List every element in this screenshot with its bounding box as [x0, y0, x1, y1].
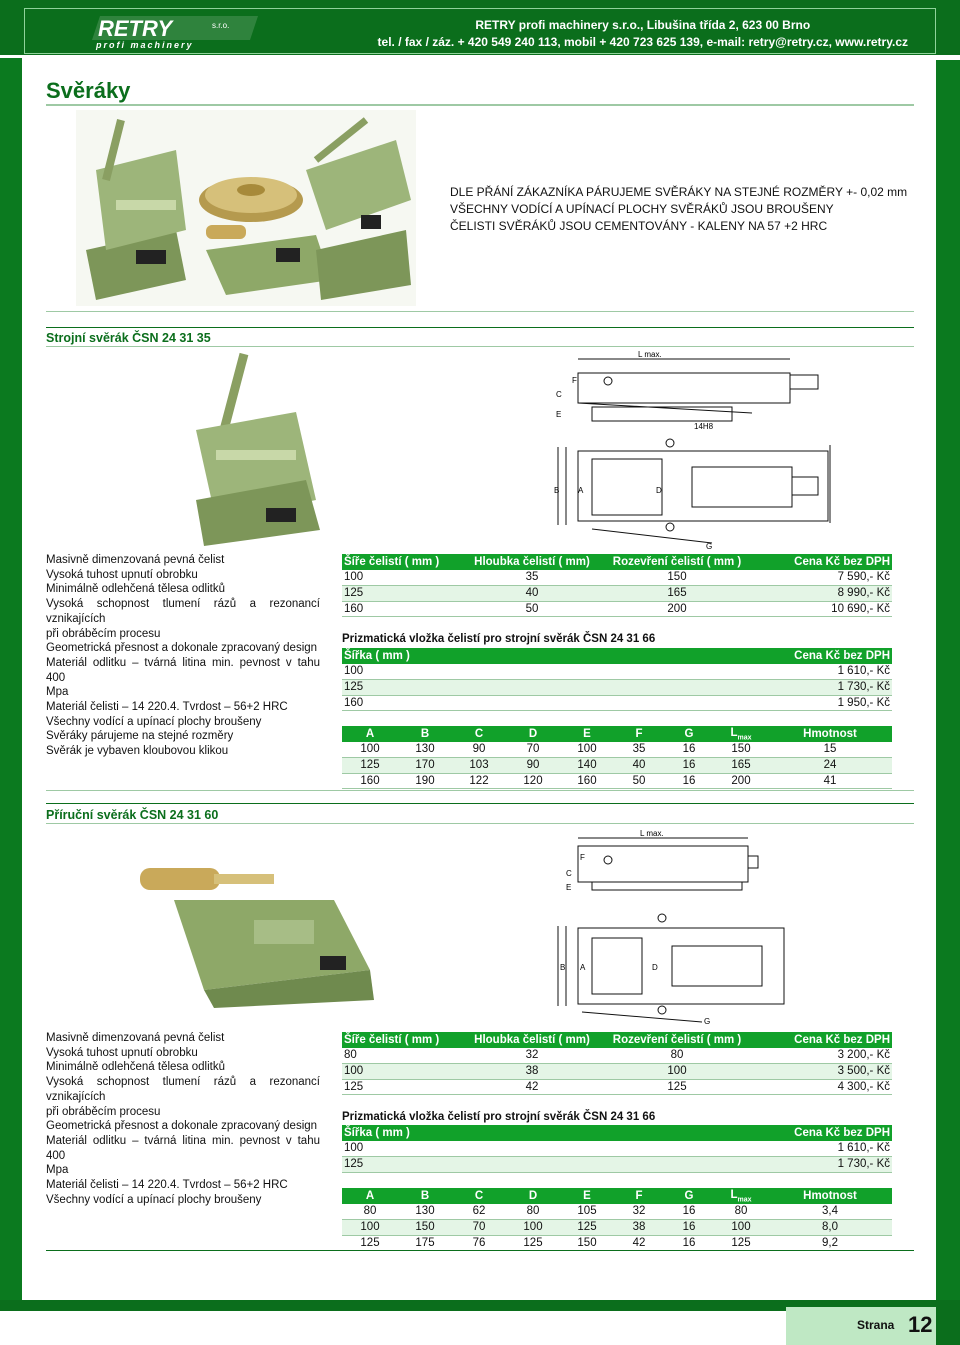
feature-line: při obráběcím procesu	[46, 1105, 161, 1118]
table-cell: 35	[462, 570, 602, 586]
dim-header: Hmotnost	[768, 726, 892, 742]
notice-line: DLE PŘÁNÍ ZÁKAZNÍKA PÁRUJEME SVĚRÁKY NA STEJNÉ ROZMĚRY +- 0,02 mm	[450, 185, 908, 199]
table-cell: 100	[342, 664, 617, 680]
table-row	[342, 742, 892, 758]
table-cell: 100	[342, 1219, 398, 1235]
table-cell: 42	[462, 1079, 602, 1095]
technical-drawing	[552, 826, 828, 1026]
dim-header: C	[452, 726, 506, 742]
feature-list	[46, 1031, 320, 1207]
insert-title: Prizmatická vložka čelistí pro strojní svěrák ČSN 24 31 66	[342, 1111, 656, 1123]
table-cell: 140	[560, 757, 614, 773]
retry-logo	[92, 14, 262, 50]
section-divider	[46, 327, 914, 328]
feature-line: Mpa	[46, 686, 69, 699]
drawing-label: L max.	[640, 829, 664, 838]
feature-line: Materiál odlitku – tvárná litina min. pevnost v tahu 400	[46, 656, 320, 684]
feature-line: Všechny vodící a upínací plochy broušeny	[46, 715, 262, 728]
table-cell: 90	[506, 757, 560, 773]
section-title-machine-vice: Strojní svěrák ČSN 24 31 35	[46, 331, 211, 345]
table-row	[342, 1141, 892, 1157]
table-cell: 150	[560, 1235, 614, 1251]
table-cell: 7 590,- Kč	[752, 570, 892, 586]
table-cell: 125	[714, 1235, 768, 1251]
table-row	[342, 1219, 892, 1235]
footer-corner	[936, 1307, 960, 1345]
page-label: Strana	[857, 1318, 895, 1332]
drawing-label: 14H8	[694, 422, 714, 431]
dim-header-lmax	[714, 726, 768, 742]
dim-header: G	[664, 1188, 714, 1204]
table-cell: 3,4	[768, 1204, 892, 1220]
dim-header-sub: max	[737, 1195, 752, 1203]
table-cell: 200	[602, 601, 752, 617]
page-title: Svěráky	[46, 78, 131, 103]
table-cell: 122	[452, 773, 506, 789]
table-cell: 100	[342, 570, 462, 586]
table-cell: 125	[560, 1219, 614, 1235]
feature-line: Materiál odlitku – tvárná litina min. pevnost v tahu 400	[46, 1134, 320, 1162]
insert-header: Šířka ( mm )	[342, 1125, 617, 1141]
section-divider	[46, 823, 914, 824]
table-cell: 100	[714, 1219, 768, 1235]
table-cell: 1 610,- Kč	[617, 664, 892, 680]
dim-header: F	[614, 1188, 664, 1204]
insert-header: Šířka ( mm )	[342, 648, 617, 664]
price-header: Šíře čelistí ( mm )	[342, 554, 462, 570]
price-header: Cena Kč bez DPH	[752, 554, 892, 570]
feature-list	[46, 553, 320, 759]
table-cell: 38	[462, 1063, 602, 1079]
table-cell: 16	[664, 742, 714, 758]
dim-header: B	[398, 726, 452, 742]
feature-line: Vysoká tuhost upnutí obrobku	[46, 568, 198, 581]
table-cell: 125	[342, 757, 398, 773]
table-cell: 105	[560, 1204, 614, 1220]
dim-header: G	[664, 726, 714, 742]
table-cell: 80	[506, 1204, 560, 1220]
table-cell: 100	[342, 1141, 617, 1157]
drawing-label: A	[578, 486, 584, 495]
table-cell: 16	[664, 1235, 714, 1251]
footer-area	[0, 1310, 786, 1345]
notice-line: VŠECHNY VODÍCÍ A UPÍNACÍ PLOCHY SVĚRÁKŮ JSOU BROUŠENY	[450, 202, 834, 216]
drawing-label: G	[706, 542, 713, 551]
table-row	[342, 664, 892, 680]
drawing-label: F	[580, 853, 585, 862]
table-row	[342, 773, 892, 789]
table-cell: 35	[614, 742, 664, 758]
table-cell: 120	[506, 773, 560, 789]
table-cell: 125	[506, 1235, 560, 1251]
drawing-label: A	[580, 963, 586, 972]
dim-header: F	[614, 726, 664, 742]
table-cell: 32	[462, 1048, 602, 1064]
insert-price-table	[342, 648, 892, 711]
section-title-hand-vice: Příruční svěrák ČSN 24 31 60	[46, 808, 219, 822]
dimension-table	[342, 726, 892, 789]
price-header: Hloubka čelistí ( mm)	[462, 554, 602, 570]
table-cell: 1 950,- Kč	[617, 695, 892, 711]
drawing-label: C	[566, 869, 572, 878]
table-cell: 175	[398, 1235, 452, 1251]
drawing-label: E	[556, 410, 562, 419]
table-cell: 160	[560, 773, 614, 789]
table-cell: 125	[342, 585, 462, 601]
table-cell: 16	[664, 1204, 714, 1220]
table-cell: 40	[462, 585, 602, 601]
table-cell: 10 690,- Kč	[752, 601, 892, 617]
title-divider	[46, 104, 914, 106]
table-cell: 3 200,- Kč	[752, 1048, 892, 1064]
table-row	[342, 570, 892, 586]
table-cell: 100	[342, 1063, 462, 1079]
price-header: Rozevření čelistí ( mm )	[602, 554, 752, 570]
table-cell: 50	[462, 601, 602, 617]
table-cell: 41	[768, 773, 892, 789]
notice-block	[450, 184, 907, 235]
drawing-label: D	[652, 963, 658, 972]
table-cell: 165	[602, 585, 752, 601]
table-cell: 70	[506, 742, 560, 758]
dim-header: B	[398, 1188, 452, 1204]
right-border	[936, 60, 960, 1300]
feature-line: Geometrická přesnost a dokonale zpracovaný design	[46, 1120, 318, 1133]
table-cell: 165	[714, 757, 768, 773]
dim-header: D	[506, 1188, 560, 1204]
table-cell: 24	[768, 757, 892, 773]
drawing-label: F	[572, 376, 577, 385]
contact-address: RETRY profi machinery s.r.o., Libušina třída 2, 623 00 Brno	[475, 18, 811, 32]
section-divider	[46, 790, 914, 791]
table-row	[342, 679, 892, 695]
table-cell: 15	[768, 742, 892, 758]
table-row	[342, 1235, 892, 1251]
logo-tagline: profi machinery	[96, 40, 194, 50]
table-cell: 80	[342, 1204, 398, 1220]
table-cell: 150	[398, 1219, 452, 1235]
table-cell: 100	[506, 1219, 560, 1235]
table-cell: 42	[614, 1235, 664, 1251]
logo-suffix: s.r.o.	[212, 21, 230, 30]
feature-line: Geometrická přesnost a dokonale zpracovaný design	[46, 642, 318, 655]
table-cell: 40	[614, 757, 664, 773]
table-cell: 1 610,- Kč	[617, 1141, 892, 1157]
table-cell: 100	[602, 1063, 752, 1079]
drawing-label: E	[566, 883, 572, 892]
feature-line: Vysoká schopnost tlumení rázů a rezonancí vznikajících	[46, 1076, 320, 1103]
page-number: 12	[908, 1312, 933, 1337]
table-row	[342, 1048, 892, 1064]
table-cell: 170	[398, 757, 452, 773]
feature-line: Materiál čelisti – 14 220.4. Tvrdost – 56+2 HRC	[46, 701, 288, 714]
table-cell: 90	[452, 742, 506, 758]
table-cell: 80	[602, 1048, 752, 1064]
insert-header: Cena Kč bez DPH	[617, 648, 892, 664]
table-cell: 70	[452, 1219, 506, 1235]
insert-title: Prizmatická vložka čelistí pro strojní svěrák ČSN 24 31 66	[342, 633, 656, 645]
table-row	[342, 601, 892, 617]
feature-line: při obráběcím procesu	[46, 627, 161, 640]
table-cell: 80	[342, 1048, 462, 1064]
logo-text: RETRY	[98, 16, 173, 41]
feature-line: Svěráky párujeme na stejné rozměry	[46, 730, 234, 743]
feature-line: Vysoká schopnost tlumení rázů a rezonancí vznikajících	[46, 598, 320, 625]
page-header	[0, 0, 960, 58]
drawing-label: G	[704, 1017, 711, 1026]
feature-line: Materiál čelisti – 14 220.4. Tvrdost – 56+2 HRC	[46, 1179, 288, 1192]
table-cell: 1 730,- Kč	[617, 679, 892, 695]
feature-line: Minimálně odlehčená tělesa odlitků	[46, 1061, 225, 1074]
feature-line: Mpa	[46, 1164, 69, 1177]
table-cell: 8 990,- Kč	[752, 585, 892, 601]
table-cell: 16	[664, 773, 714, 789]
table-row	[342, 757, 892, 773]
table-cell: 4 300,- Kč	[752, 1079, 892, 1095]
table-cell: 100	[342, 742, 398, 758]
machine-vice-photo	[76, 110, 416, 306]
insert-header: Cena Kč bez DPH	[617, 1125, 892, 1141]
table-row	[342, 1156, 892, 1172]
hand-vice-photo	[134, 860, 378, 1010]
dim-header: E	[560, 726, 614, 742]
left-border	[0, 0, 22, 1300]
feature-line: Masivně dimenzovaná pevná čelist	[46, 554, 225, 566]
dim-header: E	[560, 1188, 614, 1204]
dim-header-lmax	[714, 1188, 768, 1204]
section-divider	[46, 1250, 914, 1251]
table-row	[342, 1063, 892, 1079]
dim-header: D	[506, 726, 560, 742]
feature-line: Masivně dimenzovaná pevná čelist	[46, 1032, 225, 1044]
table-cell: 150	[602, 570, 752, 586]
table-cell: 125	[342, 1156, 617, 1172]
table-cell: 9,2	[768, 1235, 892, 1251]
dimension-table	[342, 1188, 892, 1251]
feature-line: Svěrák je vybaven kloubovou klikou	[46, 745, 229, 758]
table-cell: 100	[560, 742, 614, 758]
table-cell: 150	[714, 742, 768, 758]
table-cell: 3 500,- Kč	[752, 1063, 892, 1079]
table-cell: 125	[602, 1079, 752, 1095]
drawing-label: B	[560, 963, 566, 972]
table-cell: 103	[452, 757, 506, 773]
drawing-label: B	[554, 486, 560, 495]
feature-line: Všechny vodící a upínací plochy broušeny	[46, 1193, 262, 1206]
dim-header: A	[342, 1188, 398, 1204]
drawing-label: L max.	[638, 350, 662, 359]
table-cell: 1 730,- Kč	[617, 1156, 892, 1172]
table-cell: 125	[342, 1079, 462, 1095]
table-cell: 160	[342, 695, 617, 711]
drawing-label: C	[556, 390, 562, 399]
dim-header: L	[730, 1188, 738, 1201]
price-header: Cena Kč bez DPH	[752, 1032, 892, 1048]
table-cell: 200	[714, 773, 768, 789]
dim-header: A	[342, 726, 398, 742]
table-cell: 16	[664, 1219, 714, 1235]
table-cell: 130	[398, 1204, 452, 1220]
section-divider	[46, 311, 914, 312]
contact-phones: tel. / fax / záz. + 420 549 240 113, mobil + 420 723 625 139, e-mail: retry@retry.cz, www.retry.cz	[377, 35, 908, 49]
price-header: Hloubka čelistí ( mm)	[462, 1032, 602, 1048]
table-cell: 32	[614, 1204, 664, 1220]
table-row	[342, 1204, 892, 1220]
dim-header: L	[730, 726, 738, 739]
table-cell: 125	[342, 1235, 398, 1251]
price-table	[342, 1032, 892, 1095]
machine-vice-photo	[186, 350, 322, 546]
table-cell: 160	[342, 601, 462, 617]
table-row	[342, 695, 892, 711]
feature-line: Vysoká tuhost upnutí obrobku	[46, 1046, 198, 1059]
notice-line: ČELISTI SVĚRÁKŮ JSOU CEMENTOVÁNY - KALENY NA 57 +2 HRC	[450, 219, 828, 233]
table-row	[342, 1079, 892, 1095]
table-cell: 80	[714, 1204, 768, 1220]
section-divider	[46, 803, 914, 804]
table-cell: 190	[398, 773, 452, 789]
table-row	[342, 585, 892, 601]
table-cell: 38	[614, 1219, 664, 1235]
feature-line: Minimálně odlehčená tělesa odlitků	[46, 583, 225, 596]
table-cell: 125	[342, 679, 617, 695]
table-cell: 160	[342, 773, 398, 789]
dim-header: Hmotnost	[768, 1188, 892, 1204]
insert-price-table	[342, 1125, 892, 1173]
price-table	[342, 554, 892, 617]
table-cell: 62	[452, 1204, 506, 1220]
table-cell: 76	[452, 1235, 506, 1251]
drawing-label: D	[656, 486, 662, 495]
table-cell: 8,0	[768, 1219, 892, 1235]
contact-info	[378, 17, 908, 51]
price-header: Šíře čelistí ( mm )	[342, 1032, 462, 1048]
technical-drawing	[552, 347, 842, 553]
price-header: Rozevření čelistí ( mm )	[602, 1032, 752, 1048]
dim-header-sub: max	[737, 733, 752, 741]
dim-header: C	[452, 1188, 506, 1204]
table-cell: 16	[664, 757, 714, 773]
table-cell: 50	[614, 773, 664, 789]
table-cell: 130	[398, 742, 452, 758]
